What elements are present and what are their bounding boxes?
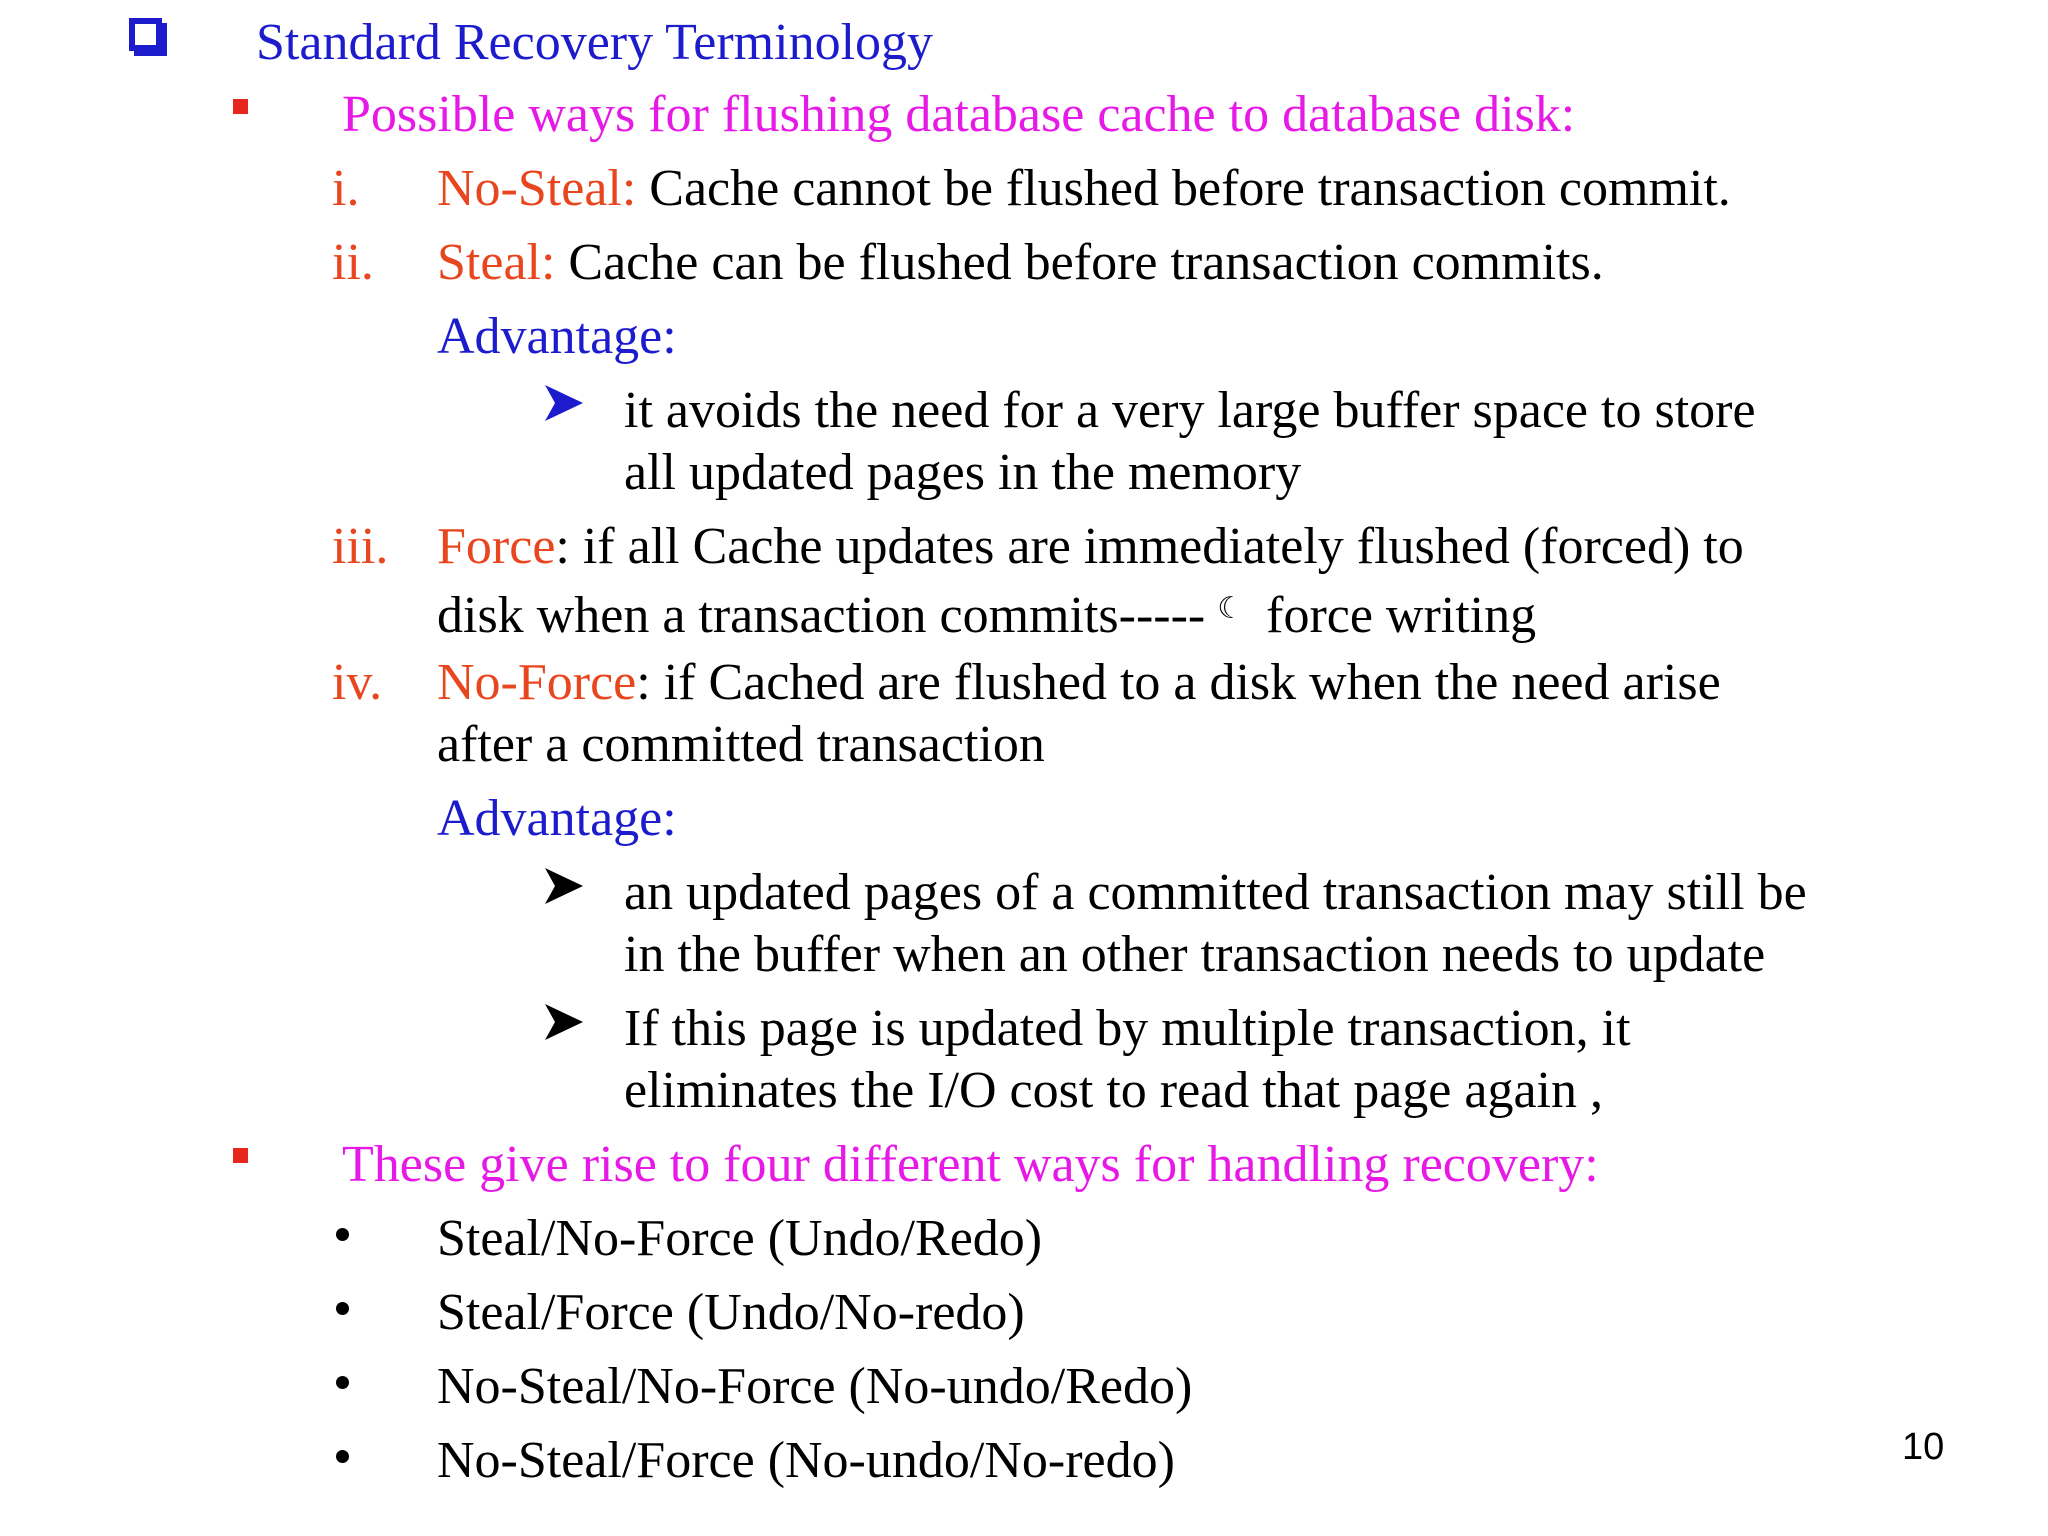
item-continuation: after a committed transaction (437, 716, 1045, 773)
list-item (437, 516, 1744, 578)
item-text: : if all Cache updates are immediately flushed (forced) to (555, 518, 1744, 575)
advantage-point-line2: in the buffer when an other transaction needs to update (624, 926, 1766, 983)
list-item: No-Steal/No-Force (No-undo/Redo) (437, 1358, 1193, 1415)
advantage-label: Advantage: (437, 790, 677, 847)
list-item: No-Steal/Force (No-undo/No-redo) (437, 1432, 1175, 1489)
square-bullet-icon (233, 1148, 248, 1163)
item-text: force writing (1266, 587, 1537, 644)
page-number: 10 (1902, 1426, 1945, 1468)
list-item: Steal/Force (Undo/No-redo) (437, 1284, 1025, 1341)
list-item (437, 158, 1731, 220)
section1-heading: Possible ways for flushing database cache to database disk: (342, 86, 1576, 143)
item-number: i. (332, 160, 360, 217)
arrowhead-icon (543, 866, 585, 906)
section2-heading: These give rise to four different ways for handling recovery: (342, 1136, 1599, 1193)
dot-icon (336, 1450, 349, 1463)
moon-symbol-icon: ☾ (1217, 591, 1245, 626)
advantage-point-line2: eliminates the I/O cost to read that page again , (624, 1062, 1603, 1119)
list-item (437, 232, 1604, 294)
item-term: Steal: (437, 234, 556, 291)
advantage-point-line1: it avoids the need for a very large buffer space to store (624, 382, 1756, 439)
item-term: Force (437, 518, 556, 575)
item-term: No-Force (437, 654, 637, 711)
item-continuation (437, 578, 1536, 647)
advantage-point-line1: If this page is updated by multiple transaction, it (624, 1000, 1631, 1057)
item-number: iii. (332, 518, 389, 575)
item-text: Cache cannot be flushed before transaction commit. (636, 160, 1731, 217)
arrowhead-icon (543, 1002, 585, 1042)
list-item: Steal/No-Force (Undo/Redo) (437, 1210, 1043, 1267)
advantage-point-line1: an updated pages of a committed transaction may still be (624, 864, 1807, 921)
list-item (437, 652, 1721, 714)
arrowhead-icon (543, 383, 585, 423)
advantage-label: Advantage: (437, 308, 677, 365)
item-text: Cache can be flushed before transaction commits. (555, 234, 1604, 291)
item-text: disk when a transaction commits----- (437, 587, 1206, 644)
item-number: iv. (332, 654, 383, 711)
square-bullet-icon (233, 99, 248, 114)
advantage-point-line2: all updated pages in the memory (624, 444, 1302, 501)
dot-icon (336, 1302, 349, 1315)
item-term: No-Steal: (437, 160, 637, 217)
checkbox-icon (129, 18, 162, 51)
slide-title: Standard Recovery Terminology (256, 14, 934, 71)
item-number: ii. (332, 234, 374, 291)
dot-icon (336, 1228, 349, 1241)
dot-icon (336, 1376, 349, 1389)
item-text: : if Cached are flushed to a disk when the need arise (636, 654, 1721, 711)
